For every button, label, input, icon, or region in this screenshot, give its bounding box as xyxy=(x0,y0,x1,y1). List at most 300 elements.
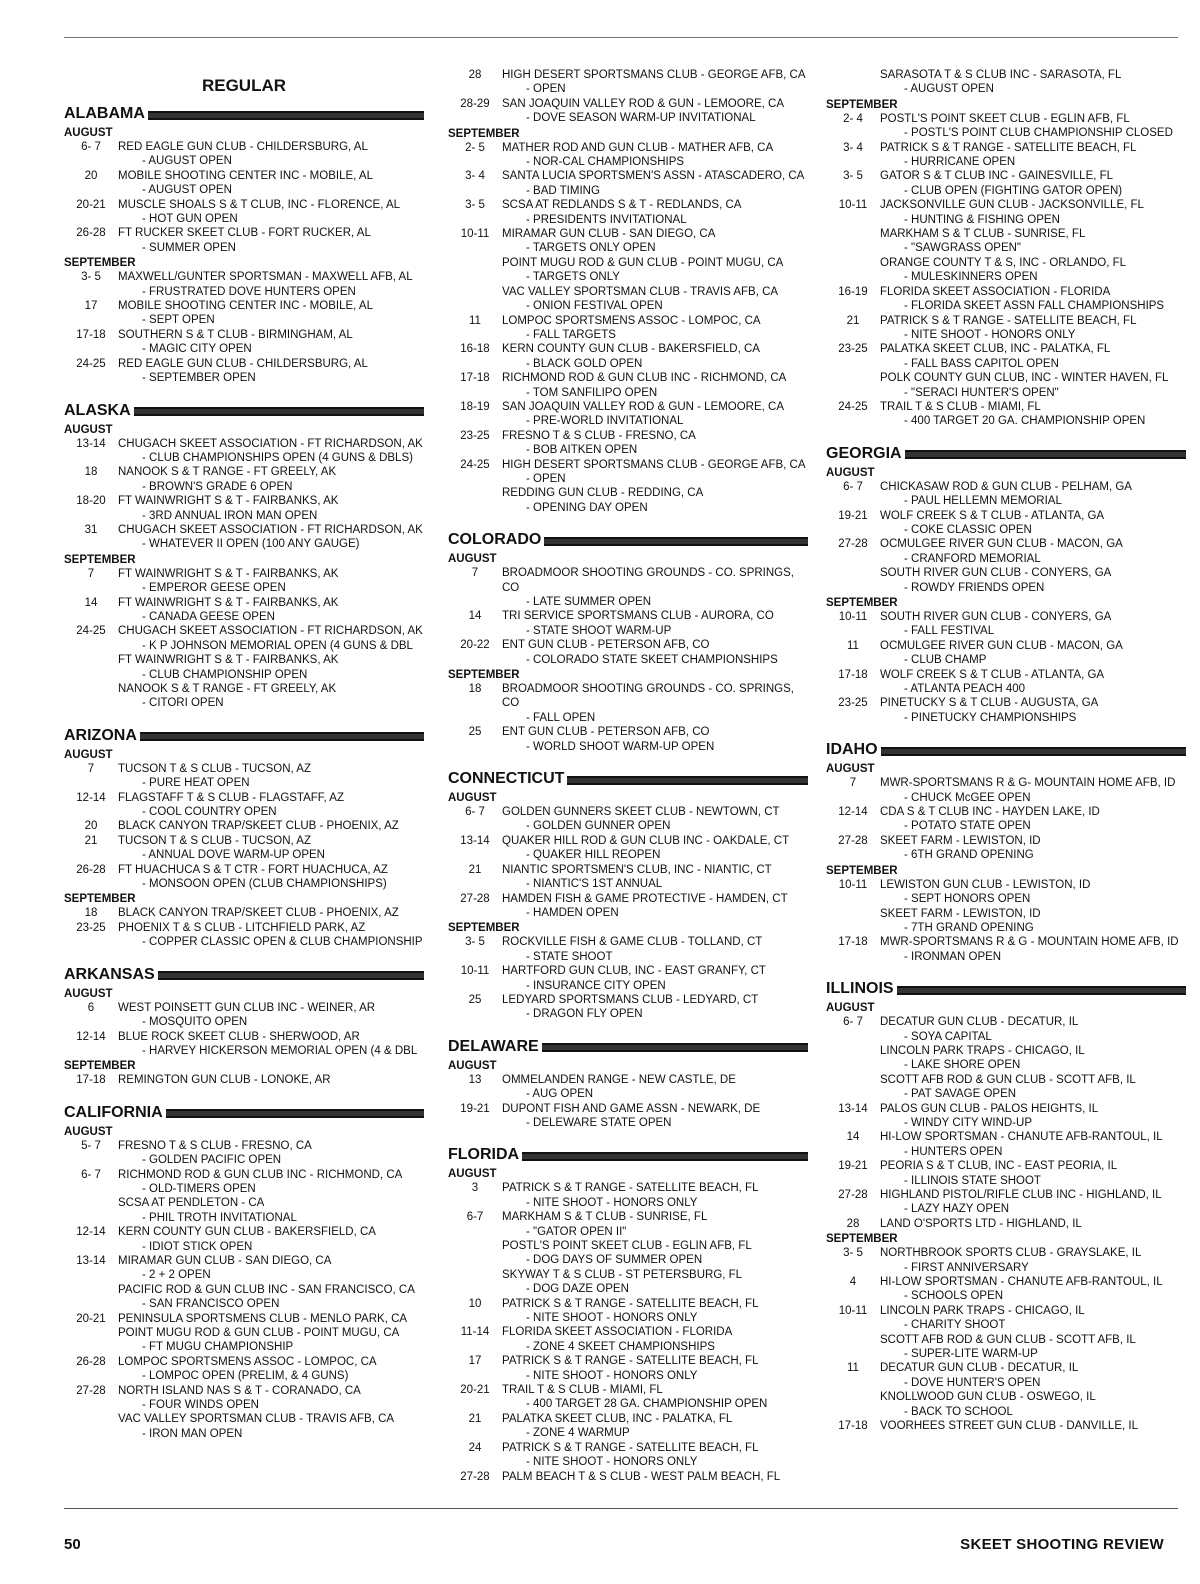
club-location: FT WAINWRIGHT S & T - FAIRBANKS, AK xyxy=(118,654,339,667)
event-body xyxy=(118,198,424,227)
event-entry xyxy=(448,863,808,892)
event-entry xyxy=(448,400,808,429)
event-name: - TARGETS ONLY xyxy=(526,271,620,284)
event-body xyxy=(118,1139,424,1168)
club-location: MAXWELL/GUNTER SPORTSMAN - MAXWELL AFB, AL xyxy=(118,271,413,284)
club-location: BROADMOOR SHOOTING GROUNDS - CO. SPRINGS, CO xyxy=(502,683,794,710)
event-entry xyxy=(64,596,424,625)
club-location: PINETUCKY S & T CLUB - AUGUSTA, GA xyxy=(880,697,1099,710)
event-body xyxy=(118,1312,424,1355)
event-date: 6- 7 xyxy=(81,141,101,153)
event-name: - NITE SHOOT - HONORS ONLY xyxy=(526,1456,698,1469)
event-entry xyxy=(448,1383,808,1412)
event-entry xyxy=(64,1225,424,1254)
event-entry xyxy=(448,1297,808,1326)
event-entry xyxy=(826,668,1186,697)
club-location: MOBILE SHOOTING CENTER INC - MOBILE, AL xyxy=(118,300,373,313)
club-location: OMMELANDEN RANGE - NEW CASTLE, DE xyxy=(502,1073,736,1086)
event-name: - PRE-WORLD INVITATIONAL xyxy=(526,415,684,428)
club-location: HIGH DESERT SPORTSMANS CLUB - GEORGE AFB, CA xyxy=(502,458,806,471)
state-rule xyxy=(897,986,1186,995)
event-name: - NITE SHOOT - HONORS ONLY xyxy=(526,1369,698,1382)
event-entry xyxy=(448,964,808,993)
club-location: RED EAGLE GUN CLUB - CHILDERSBURG, AL xyxy=(118,357,368,370)
club-location: MATHER ROD AND GUN CLUB - MATHER AFB, CA xyxy=(502,141,774,154)
event-name: - CRANFORD MEMORIAL xyxy=(904,552,1041,565)
club-location: FT RUCKER SKEET CLUB - FORT RUCKER, AL xyxy=(118,227,371,240)
month-heading: SEPTEMBER xyxy=(826,864,898,877)
club-location: MIRAMAR GUN CLUB - SAN DIEGO, CA xyxy=(118,1254,332,1267)
event-name: - MOSQUITO OPEN xyxy=(142,1016,248,1029)
club-location: FLORIDA SKEET ASSOCIATION - FLORIDA xyxy=(502,1326,733,1339)
event-body xyxy=(880,112,1186,141)
event-date: 18-19 xyxy=(460,400,490,413)
event-date: 28 xyxy=(468,69,482,81)
event-entry xyxy=(448,1470,808,1484)
event-date: 6-7 xyxy=(466,1211,484,1224)
event-name: - COLORADO STATE SKEET CHAMPIONSHIPS xyxy=(526,653,778,666)
month-heading: AUGUST xyxy=(448,1168,497,1181)
event-body xyxy=(118,357,424,386)
event-name: - ATLANTA PEACH 400 xyxy=(904,683,1026,696)
event-name: - AUGUST OPEN xyxy=(142,155,232,168)
club-location: PHOENIX T & S CLUB - LITCHFIELD PARK, AZ xyxy=(118,921,366,934)
event-entry xyxy=(448,1354,808,1383)
event-entry xyxy=(826,68,1186,97)
event-entry xyxy=(64,906,424,920)
event-name: - 2 + 2 OPEN xyxy=(142,1269,211,1282)
event-entry xyxy=(448,805,808,834)
month-heading: SEPTEMBER xyxy=(64,1060,136,1073)
club-location: PALM BEACH T & S CLUB - WEST PALM BEACH, FL xyxy=(502,1470,781,1483)
event-name: - PRESIDENTS INVITATIONAL xyxy=(526,213,687,226)
event-body xyxy=(118,1254,424,1312)
state-name: CONNECTICUT xyxy=(448,770,565,788)
club-location: POSTL'S POINT SKEET CLUB - EGLIN AFB, FL xyxy=(880,112,1130,125)
event-entry xyxy=(64,357,424,386)
event-entry xyxy=(826,1130,1186,1159)
event-entry xyxy=(64,198,424,227)
club-location: SANTA LUCIA SPORTSMEN'S ASSN - ATASCADERO, CA xyxy=(502,170,805,183)
event-body xyxy=(502,198,808,227)
event-name: - FALL FESTIVAL xyxy=(904,625,995,638)
event-name: - OPENING DAY OPEN xyxy=(526,501,648,514)
event-entry xyxy=(64,270,424,299)
event-name: - CLUB CHAMPIONSHIP OPEN xyxy=(142,668,308,681)
event-date: 21 xyxy=(84,834,98,847)
event-body xyxy=(118,596,424,625)
event-entry xyxy=(64,494,424,523)
event-name: - 400 TARGET 28 GA. CHAMPIONSHIP OPEN xyxy=(526,1398,768,1411)
event-entry xyxy=(826,509,1186,538)
club-location: FRESNO T & S CLUB - FRESNO, CA xyxy=(118,1139,312,1152)
event-body xyxy=(880,1159,1186,1188)
event-date: 12-14 xyxy=(76,1030,106,1043)
event-body xyxy=(118,624,424,710)
event-name: - "SAWGRASS OPEN" xyxy=(904,242,1022,255)
club-location: POINT MUGU ROD & GUN CLUB - POINT MUGU, CA xyxy=(502,256,784,269)
state-rule xyxy=(905,450,1186,459)
state-header xyxy=(64,402,424,420)
state-rule xyxy=(134,407,424,416)
state-section xyxy=(826,445,1186,726)
event-entry xyxy=(448,314,808,343)
club-location: ENT GUN CLUB - PETERSON AFB, CO xyxy=(502,726,710,739)
event-name: - DOG DAYS OF SUMMER OPEN xyxy=(526,1254,703,1267)
event-date: 19-21 xyxy=(460,1102,490,1115)
event-name: - GOLDEN GUNNER OPEN xyxy=(526,820,671,833)
club-location: WOLF CREEK S & T CLUB - ATLANTA, GA xyxy=(880,668,1105,681)
event-date: 7 xyxy=(87,567,95,580)
event-body xyxy=(118,1384,424,1442)
event-name: - FOUR WINDS OPEN xyxy=(142,1399,259,1412)
club-location: LINCOLN PARK TRAPS - CHICAGO, IL xyxy=(880,1304,1085,1317)
event-name: - HUNTING & FISHING OPEN xyxy=(904,213,1060,226)
club-location: LEDYARD SPORTSMANS CLUB - LEDYARD, CT xyxy=(502,993,759,1006)
event-entry xyxy=(448,68,808,97)
event-body xyxy=(502,1354,808,1383)
event-name: - 3RD ANNUAL IRON MAN OPEN xyxy=(142,509,318,522)
event-date: 20-21 xyxy=(76,1312,106,1325)
state-header xyxy=(64,966,424,984)
club-location: PATRICK S & T RANGE - SATELLITE BEACH, FL xyxy=(502,1182,759,1195)
event-body xyxy=(880,1419,1186,1433)
event-name: - TARGETS ONLY OPEN xyxy=(526,242,656,255)
event-name: - NITE SHOOT - HONORS ONLY xyxy=(904,328,1076,341)
event-name: - ANNUAL DOVE WARM-UP OPEN xyxy=(142,849,325,862)
event-entry xyxy=(448,1181,808,1210)
column-2 xyxy=(448,68,808,1500)
club-location: NANOOK S & T RANGE - FT GREELY, AK xyxy=(118,466,337,479)
club-location: PALATKA SKEET CLUB, INC - PALATKA, FL xyxy=(880,343,1111,356)
event-date: 27-28 xyxy=(76,1384,106,1397)
event-date: 25 xyxy=(468,726,482,739)
event-body xyxy=(502,638,808,667)
event-body xyxy=(118,906,424,920)
event-date: 6- 7 xyxy=(843,480,863,493)
event-entry xyxy=(826,169,1186,198)
state-section xyxy=(826,68,1186,429)
event-date: 10-11 xyxy=(838,199,868,212)
event-entry xyxy=(826,198,1186,284)
bottom-rule xyxy=(64,1508,1178,1509)
event-date: 17-18 xyxy=(76,1074,106,1087)
event-name: - WORLD SHOOT WARM-UP OPEN xyxy=(526,740,715,753)
event-body xyxy=(502,725,808,754)
event-body xyxy=(118,226,424,255)
month-heading: SEPTEMBER xyxy=(826,1233,898,1246)
event-body xyxy=(502,141,808,170)
club-location: MWR-SPORTSMANS R & G- MOUNTAIN HOME AFB, ID xyxy=(880,777,1176,790)
event-name: - CHARITY SHOOT xyxy=(904,1319,1006,1332)
event-name: - OPEN xyxy=(526,83,566,96)
event-name: - WINDY CITY WIND-UP xyxy=(904,1116,1032,1129)
event-body xyxy=(880,1217,1186,1231)
event-entry xyxy=(448,892,808,921)
event-date: 28 xyxy=(846,1217,860,1230)
event-entry xyxy=(64,921,424,950)
club-location: OCMULGEE RIVER GUN CLUB - MACON, GA xyxy=(880,639,1123,652)
event-entry xyxy=(448,1102,808,1131)
club-location: HIGHLAND PISTOL/RIFLE CLUB INC - HIGHLAND, IL xyxy=(880,1189,1162,1201)
event-body xyxy=(118,834,424,863)
month-heading: SEPTEMBER xyxy=(826,597,898,609)
event-body xyxy=(118,1168,424,1226)
event-entry xyxy=(826,1246,1186,1275)
event-date: 23-25 xyxy=(838,697,868,710)
month-heading: SEPTEMBER xyxy=(64,257,136,270)
event-body xyxy=(502,993,808,1022)
event-date: 20-22 xyxy=(460,639,490,652)
event-date: 3- 5 xyxy=(843,170,863,183)
event-entry xyxy=(448,1412,808,1441)
event-entry xyxy=(64,1030,424,1059)
event-body xyxy=(880,1188,1186,1217)
event-entry xyxy=(826,805,1186,834)
club-location: TRAIL T & S CLUB - MIAMI, FL xyxy=(502,1384,663,1397)
event-date: 18-20 xyxy=(76,495,106,508)
club-location: LINCOLN PARK TRAPS - CHICAGO, IL xyxy=(880,1044,1085,1057)
event-name: - CANADA GEESE OPEN xyxy=(142,610,275,623)
state-rule xyxy=(140,732,424,741)
club-location: FT WAINWRIGHT S & T - FAIRBANKS, AK xyxy=(118,596,339,609)
event-date: 17 xyxy=(84,300,98,313)
event-name: - SEPT HONORS OPEN xyxy=(904,893,1031,906)
event-date: 11 xyxy=(847,1362,859,1375)
top-rule xyxy=(64,37,1178,38)
state-section xyxy=(448,68,808,515)
club-location: LOMPOC SPORTSMENS ASSOC - LOMPOC, CA xyxy=(502,314,761,327)
event-body xyxy=(880,314,1186,343)
event-body xyxy=(502,1412,808,1441)
club-location: SAN JOAQUIN VALLEY ROD & GUN - LEMOORE, CA xyxy=(502,97,785,110)
club-location: NIANTIC SPORTSMEN'S CLUB, INC - NIANTIC, CT xyxy=(502,863,772,876)
event-date: 10-11 xyxy=(460,228,490,241)
event-name: - 400 TARGET 20 GA. CHAMPIONSHIP OPEN xyxy=(904,415,1146,428)
event-date: 27-28 xyxy=(460,1470,490,1483)
event-body xyxy=(502,342,808,371)
event-name: - COOL COUNTRY OPEN xyxy=(142,806,277,819)
event-entry xyxy=(826,1159,1186,1188)
event-name: - FRUSTRATED DOVE HUNTERS OPEN xyxy=(142,285,356,298)
event-entry xyxy=(826,834,1186,863)
event-name: - IRON MAN OPEN xyxy=(142,1427,243,1440)
event-name: - HAMDEN OPEN xyxy=(526,906,619,919)
month-heading: SEPTEMBER xyxy=(448,127,520,140)
event-name: - QUAKER HILL REOPEN xyxy=(526,849,661,862)
event-date: 27-28 xyxy=(838,1189,868,1201)
event-entry xyxy=(64,226,424,255)
event-body xyxy=(880,342,1186,400)
event-name: - ONION FESTIVAL OPEN xyxy=(526,300,663,313)
event-body xyxy=(502,964,808,993)
state-section xyxy=(64,105,424,386)
month-heading: AUGUST xyxy=(826,763,875,776)
section-heading: REGULAR xyxy=(201,76,287,95)
club-location: SAN JOAQUIN VALLEY ROD & GUN - LEMOORE, CA xyxy=(502,400,785,413)
event-body xyxy=(880,1015,1186,1101)
event-name: - STATE SHOOT WARM-UP xyxy=(526,624,672,637)
event-body xyxy=(880,776,1186,805)
event-entry xyxy=(448,935,808,964)
club-location: GATOR S & T CLUB INC - GAINESVILLE, FL xyxy=(880,170,1114,183)
event-date: 24-25 xyxy=(460,458,490,471)
event-name: - LAKE SHORE OPEN xyxy=(904,1059,1021,1072)
event-name: - PAUL HELLEMN MEMORIAL xyxy=(904,495,1062,508)
state-name: COLORADO xyxy=(448,531,542,549)
event-entry xyxy=(448,1073,808,1102)
event-body xyxy=(118,169,424,198)
event-body xyxy=(118,437,424,466)
event-body xyxy=(502,68,808,97)
event-name: - PURE HEAT OPEN xyxy=(142,777,250,790)
state-section xyxy=(448,770,808,1022)
event-name: - 6TH GRAND OPENING xyxy=(904,849,1034,862)
page-number: 50 xyxy=(64,1536,81,1553)
event-entry xyxy=(826,342,1186,400)
event-name: - SAN FRANCISCO OPEN xyxy=(142,1298,280,1311)
event-body xyxy=(502,892,808,921)
state-name: ILLINOIS xyxy=(826,980,894,998)
event-name: - FT MUGU CHAMPIONSHIP xyxy=(142,1341,294,1354)
state-header xyxy=(826,445,1186,463)
event-name: - FLORIDA SKEET ASSN FALL CHAMPIONSHIPS xyxy=(904,300,1165,313)
event-name: - BAD TIMING xyxy=(526,184,600,197)
club-location: MWR-SPORTSMANS R & G - MOUNTAIN HOME AFB, ID xyxy=(880,936,1179,949)
event-body xyxy=(880,834,1186,863)
club-location: VAC VALLEY SPORTSMAN CLUB - TRAVIS AFB, CA xyxy=(502,285,779,298)
state-section xyxy=(448,1146,808,1484)
club-location: MOBILE SHOOTING CENTER INC - MOBILE, AL xyxy=(118,169,373,182)
club-location: SKEET FARM - LEWISTON, ID xyxy=(880,907,1041,920)
event-entry xyxy=(826,610,1186,639)
event-date: 6- 7 xyxy=(843,1016,863,1029)
event-name: - BLACK GOLD OPEN xyxy=(526,357,643,370)
state-header xyxy=(64,727,424,745)
event-date xyxy=(826,68,880,97)
club-location: RED EAGLE GUN CLUB - CHILDERSBURG, AL xyxy=(118,141,368,153)
event-entry xyxy=(826,1102,1186,1131)
month-heading: SEPTEMBER xyxy=(448,669,520,682)
event-body xyxy=(502,805,808,834)
club-location: PATRICK S & T RANGE - SATELLITE BEACH, FL xyxy=(502,1355,759,1368)
event-name: - LOMPOC OPEN (PRELIM, & 4 GUNS) xyxy=(142,1370,349,1383)
event-entry xyxy=(64,1073,424,1087)
event-entry xyxy=(448,227,808,313)
event-body xyxy=(880,639,1186,668)
event-entry xyxy=(826,1361,1186,1419)
event-body xyxy=(502,169,808,198)
event-entry xyxy=(448,682,808,725)
club-location: FT WAINWRIGHT S & T - FAIRBANKS, AK xyxy=(118,495,339,508)
state-section xyxy=(826,980,1186,1433)
club-location: MARKHAM S & T CLUB - SUNRISE, FL xyxy=(502,1211,708,1224)
event-date: 6 xyxy=(87,1001,95,1014)
club-location: TUCSON T & S CLUB - TUCSON, AZ xyxy=(118,834,311,847)
event-name: - IDIOT STICK OPEN xyxy=(142,1240,253,1253)
event-name: - DRAGON FLY OPEN xyxy=(526,1008,643,1021)
state-section xyxy=(448,531,808,754)
club-location: CDA S & T CLUB INC - HAYDEN LAKE, ID xyxy=(880,806,1100,819)
event-date: 7 xyxy=(849,777,857,790)
event-entry xyxy=(64,624,424,710)
club-location: NORTHBROOK SPORTS CLUB - GRAYSLAKE, IL xyxy=(880,1247,1142,1260)
club-location: SARASOTA T & S CLUB INC - SARASOTA, FL xyxy=(880,69,1122,81)
event-date: 2- 5 xyxy=(465,141,485,154)
event-date: 25 xyxy=(468,993,482,1006)
event-date: 27-28 xyxy=(838,834,868,847)
event-body xyxy=(502,97,808,126)
event-name: - OPEN xyxy=(526,472,566,485)
club-location: CHICKASAW ROD & GUN CLUB - PELHAM, GA xyxy=(880,480,1132,493)
club-location: RICHMOND ROD & GUN CLUB INC - RICHMOND, CA xyxy=(502,372,787,385)
state-name: ALASKA xyxy=(64,401,131,419)
event-date: 10-11 xyxy=(838,1304,868,1317)
event-body xyxy=(880,285,1186,314)
club-location: NANOOK S & T RANGE - FT GREELY, AK xyxy=(118,683,337,695)
event-entry xyxy=(448,834,808,863)
publication-name: SKEET SHOOTING REVIEW xyxy=(960,1536,1164,1553)
event-body xyxy=(880,1275,1186,1304)
event-body xyxy=(502,371,808,400)
event-date: 3- 5 xyxy=(81,271,101,284)
event-name: - HARVEY HICKERSON MEMORIAL OPEN (4 & DBL xyxy=(142,1044,418,1057)
event-date: 17-18 xyxy=(838,936,868,949)
event-date: 18 xyxy=(84,466,98,479)
event-name: - WHATEVER II OPEN (100 ANY GAUGE) xyxy=(142,538,360,551)
club-location: CHUGACH SKEET ASSOCIATION - FT RICHARDSON, AK xyxy=(118,625,423,638)
event-name: - PINETUCKY CHAMPIONSHIPS xyxy=(904,711,1077,724)
event-date: 28-29 xyxy=(460,97,490,110)
event-body xyxy=(502,1102,808,1131)
event-entry xyxy=(448,371,808,400)
club-location: FLORIDA SKEET ASSOCIATION - FLORIDA xyxy=(880,285,1111,298)
event-date: 17-18 xyxy=(838,1420,868,1433)
state-rule xyxy=(544,537,808,546)
event-entry xyxy=(826,480,1186,509)
club-location: BLUE ROCK SKEET CLUB - SHERWOOD, AR xyxy=(118,1030,360,1043)
state-rule xyxy=(522,1152,808,1161)
event-body xyxy=(502,1325,808,1354)
club-location: POLK COUNTY GUN CLUB, INC - WINTER HAVEN, FL xyxy=(880,372,1169,385)
event-date: 16-19 xyxy=(838,285,868,298)
event-body xyxy=(118,567,424,596)
club-location: LAND O'SPORTS LTD - HIGHLAND, IL xyxy=(880,1217,1082,1230)
club-location: BLACK CANYON TRAP/SKEET CLUB - PHOENIX, AZ xyxy=(118,820,399,833)
event-date: 27-28 xyxy=(460,892,490,905)
event-body xyxy=(502,682,808,725)
event-date: 23-25 xyxy=(460,429,490,442)
event-name: - SUPER-LITE WARM-UP xyxy=(904,1348,1038,1361)
event-entry xyxy=(448,1210,808,1296)
event-date: 3- 4 xyxy=(843,141,863,154)
event-date: 13-14 xyxy=(460,834,490,847)
event-entry xyxy=(826,1304,1186,1362)
event-entry xyxy=(64,819,424,833)
event-date: 3- 5 xyxy=(465,199,485,212)
event-body xyxy=(118,791,424,820)
event-name: - FALL OPEN xyxy=(526,711,596,724)
event-date: 7 xyxy=(471,567,479,580)
club-location: WEST POINSETT GUN CLUB INC - WEINER, AR xyxy=(118,1001,376,1014)
club-location: SOUTH RIVER GUN CLUB - CONYERS, GA xyxy=(880,611,1112,623)
event-name: - COPPER CLASSIC OPEN & CLUB CHAMPIONSHIP xyxy=(142,936,423,949)
event-entry xyxy=(826,1188,1186,1217)
club-location: LEWISTON GUN CLUB - LEWISTON, ID xyxy=(880,878,1091,891)
event-entry xyxy=(64,791,424,820)
event-entry xyxy=(826,141,1186,170)
event-body xyxy=(502,1181,808,1210)
